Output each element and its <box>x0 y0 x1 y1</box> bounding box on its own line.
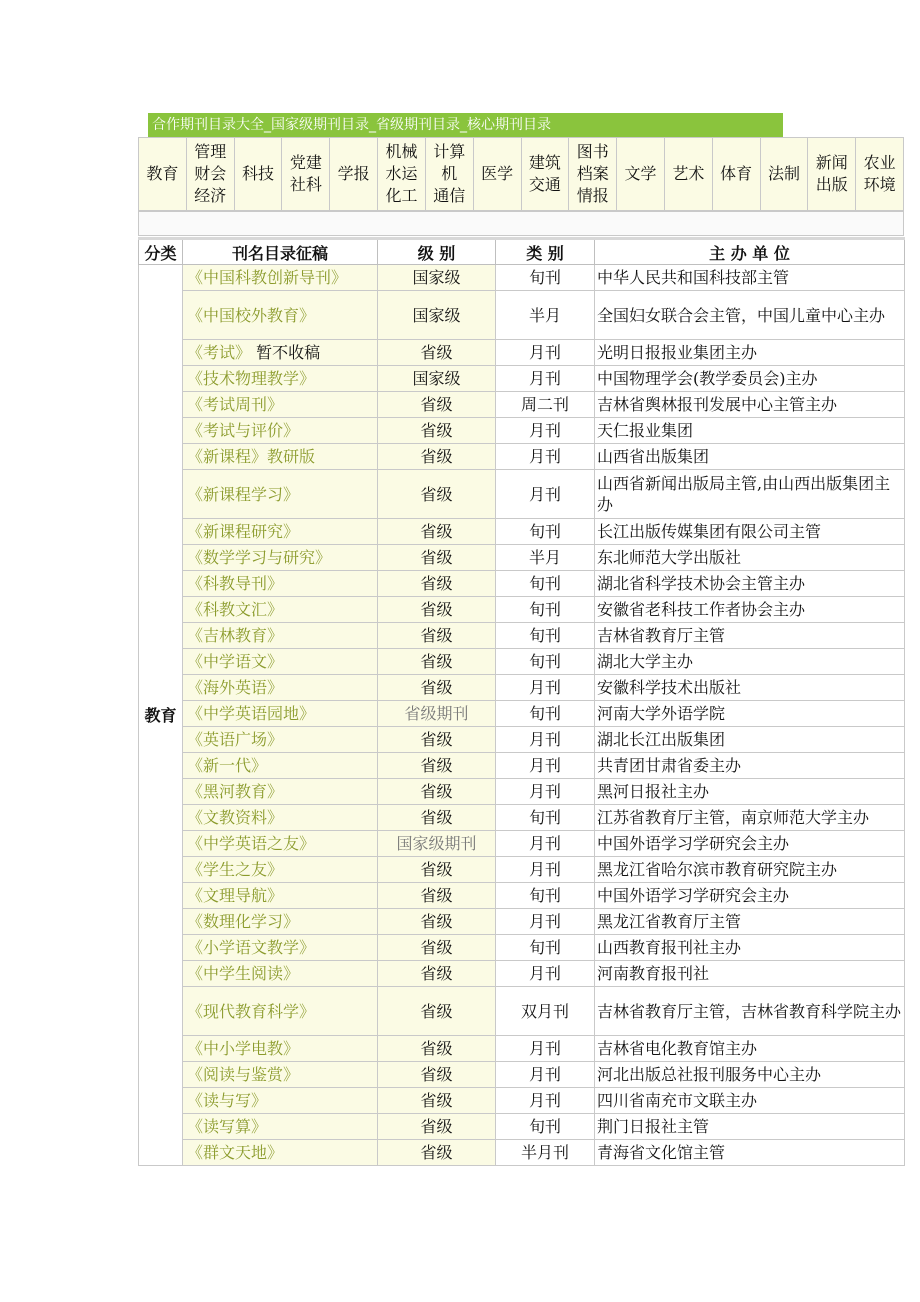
journal-name[interactable] <box>183 857 378 883</box>
journal-title-link[interactable]: 《中国科教创新导刊》 <box>187 268 348 287</box>
table-row <box>139 340 905 366</box>
journal-sponsor: 中国外语学习学研究会主办 <box>595 883 905 909</box>
header-type: 类 别 <box>496 239 595 265</box>
table-row <box>139 265 905 291</box>
table-row <box>139 470 905 519</box>
journal-table <box>138 237 905 1166</box>
journal-name[interactable] <box>183 753 378 779</box>
journal-sponsor: 吉林省教育厅主管 <box>595 623 905 649</box>
journal-sponsor: 黑龙江省教育厅主管 <box>595 909 905 935</box>
journal-title-link[interactable]: 《考试》 <box>187 343 252 362</box>
journal-name[interactable] <box>183 935 378 961</box>
journal-title-link[interactable]: 《海外英语》 <box>187 678 284 697</box>
journal-frequency: 月刊 <box>496 857 595 883</box>
journal-name[interactable] <box>183 675 378 701</box>
journal-name[interactable] <box>183 727 378 753</box>
journal-level: 省级 <box>378 1088 496 1114</box>
journal-title-link[interactable]: 《吉林教育》 <box>187 626 284 645</box>
journal-sponsor: 荆门日报社主管 <box>595 1114 905 1140</box>
journal-frequency: 月刊 <box>496 340 595 366</box>
journal-frequency: 月刊 <box>496 1036 595 1062</box>
journal-name[interactable] <box>183 779 378 805</box>
journal-level: 省级 <box>378 727 496 753</box>
journal-title-link[interactable]: 《读与写》 <box>187 1091 268 1110</box>
journal-frequency: 旬刊 <box>496 1114 595 1140</box>
journal-title-link[interactable]: 《考试周刊》 <box>187 395 284 414</box>
table-row <box>139 623 905 649</box>
journal-sponsor: 中华人民共和国科技部主管 <box>595 265 905 291</box>
table-row <box>139 418 905 444</box>
journal-sponsor: 东北师范大学出版社 <box>595 545 905 571</box>
journal-level: 国家级 <box>378 291 496 340</box>
journal-level: 省级 <box>378 987 496 1036</box>
journal-frequency: 月刊 <box>496 831 595 857</box>
table-row <box>139 1088 905 1114</box>
journal-sponsor: 河北出版总社报刊服务中心主办 <box>595 1062 905 1088</box>
header-sponsor: 主 办 单 位 <box>595 239 905 265</box>
journal-name[interactable] <box>183 1088 378 1114</box>
table-row <box>139 701 905 727</box>
journal-level: 国家级期刊 <box>378 831 496 857</box>
journal-title-link[interactable]: 《学生之友》 <box>187 860 284 879</box>
journal-frequency: 月刊 <box>496 675 595 701</box>
journal-frequency: 月刊 <box>496 444 595 470</box>
journal-title-link[interactable]: 《黑河教育》 <box>187 782 284 801</box>
journal-level: 省级 <box>378 935 496 961</box>
journal-frequency: 旬刊 <box>496 623 595 649</box>
journal-level: 省级 <box>378 675 496 701</box>
journal-level: 省级 <box>378 392 496 418</box>
journal-title-link[interactable]: 《小学语文教学》 <box>187 938 316 957</box>
header-level: 级 别 <box>378 239 496 265</box>
journal-sponsor: 中国物理学会(教学委员会)主办 <box>595 366 905 392</box>
journal-sponsor: 河南大学外语学院 <box>595 701 905 727</box>
journal-name[interactable] <box>183 831 378 857</box>
category-link[interactable]: 党建 社科 <box>282 138 330 211</box>
category-link[interactable]: 科技 <box>234 138 282 211</box>
journal-sponsor: 吉林省电化教育馆主办 <box>595 1036 905 1062</box>
journal-sponsor: 黑河日报社主办 <box>595 779 905 805</box>
journal-name[interactable] <box>183 805 378 831</box>
journal-level: 省级 <box>378 1036 496 1062</box>
journal-sponsor: 河南教育报刊社 <box>595 961 905 987</box>
journal-title-link[interactable]: 《新课程研究》 <box>187 522 300 541</box>
table-row <box>139 571 905 597</box>
header-category: 分类 <box>139 239 183 265</box>
journal-sponsor: 共青团甘肃省委主办 <box>595 753 905 779</box>
journal-name[interactable] <box>183 649 378 675</box>
journal-level: 省级 <box>378 1140 496 1166</box>
journal-name[interactable] <box>183 470 378 519</box>
journal-frequency: 旬刊 <box>496 805 595 831</box>
journal-name[interactable] <box>183 444 378 470</box>
journal-frequency: 旬刊 <box>496 935 595 961</box>
table-row <box>139 1036 905 1062</box>
table-row <box>139 1062 905 1088</box>
category-link[interactable]: 管理 财会 经济 <box>186 138 234 211</box>
journal-frequency: 旬刊 <box>496 649 595 675</box>
journal-title-link[interactable]: 《现代教育科学》 <box>187 1001 316 1021</box>
journal-sponsor: 青海省文化馆主管 <box>595 1140 905 1166</box>
journal-title-link[interactable]: 《中学英语之友》 <box>187 834 316 853</box>
journal-frequency: 月刊 <box>496 753 595 779</box>
journal-sponsor: 江苏省教育厅主管，南京师范大学主办 <box>595 805 905 831</box>
table-row <box>139 675 905 701</box>
journal-title-link[interactable]: 《新课程》教研版 <box>187 447 316 466</box>
journal-name[interactable] <box>183 291 378 340</box>
journal-level: 国家级 <box>378 265 496 291</box>
journal-name[interactable] <box>183 265 378 291</box>
journal-sponsor: 吉林省教育厅主管，吉林省教育科学院主办 <box>595 987 905 1036</box>
journal-level: 省级 <box>378 961 496 987</box>
journal-frequency: 周二刊 <box>496 392 595 418</box>
journal-frequency: 月刊 <box>496 1062 595 1088</box>
category-link[interactable]: 教育 <box>139 138 187 211</box>
journal-level: 省级 <box>378 545 496 571</box>
journal-frequency: 旬刊 <box>496 883 595 909</box>
journal-title-link[interactable]: 《科教文汇》 <box>187 600 284 619</box>
journal-name[interactable] <box>183 597 378 623</box>
category-link[interactable]: 法制 <box>760 138 808 211</box>
journal-name[interactable] <box>183 519 378 545</box>
journal-title-link[interactable]: 《中学语文》 <box>187 652 284 671</box>
journal-level: 省级 <box>378 909 496 935</box>
journal-level: 省级 <box>378 597 496 623</box>
journal-sponsor: 安徽科学技术出版社 <box>595 675 905 701</box>
journal-frequency: 半月 <box>496 291 595 340</box>
table-row <box>139 444 905 470</box>
journal-title-link[interactable]: 《群文天地》 <box>187 1143 284 1162</box>
journal-name[interactable] <box>183 1140 378 1166</box>
journal-frequency: 半月刊 <box>496 1140 595 1166</box>
journal-title-link[interactable]: 《新课程学习》 <box>187 484 300 504</box>
journal-title-link[interactable]: 《考试与评价》 <box>187 421 300 440</box>
journal-sponsor: 山西省新闻出版局主管,由山西出版集团主办 <box>595 470 905 519</box>
journal-name[interactable] <box>183 961 378 987</box>
journal-title-link[interactable]: 《技术物理教学》 <box>187 369 316 388</box>
table-row <box>139 753 905 779</box>
journal-name[interactable] <box>183 1062 378 1088</box>
journal-sponsor: 四川省南充市文联主办 <box>595 1088 905 1114</box>
table-row <box>139 519 905 545</box>
journal-level: 省级 <box>378 649 496 675</box>
category-link[interactable]: 建筑 交通 <box>521 138 569 211</box>
journal-sponsor: 山西教育报刊社主办 <box>595 935 905 961</box>
journal-name[interactable] <box>183 545 378 571</box>
journal-sponsor: 黑龙江省哈尔滨市教育研究院主办 <box>595 857 905 883</box>
journal-level: 省级 <box>378 340 496 366</box>
table-row <box>139 597 905 623</box>
journal-note: 暂不收稿 <box>256 343 321 362</box>
journal-frequency: 双月刊 <box>496 987 595 1036</box>
journal-name[interactable] <box>183 701 378 727</box>
table-row <box>139 392 905 418</box>
journal-sponsor: 湖北大学主办 <box>595 649 905 675</box>
journal-name[interactable] <box>183 883 378 909</box>
spacer-row <box>138 211 904 236</box>
journal-frequency: 月刊 <box>496 418 595 444</box>
journal-title-link[interactable]: 《文教资料》 <box>187 808 284 827</box>
journal-frequency: 旬刊 <box>496 597 595 623</box>
journal-level: 省级 <box>378 753 496 779</box>
journal-level: 省级 <box>378 571 496 597</box>
page-banner: 合作期刊目录大全_国家级期刊目录_省级期刊目录_核心期刊目录 <box>148 113 783 138</box>
table-row <box>139 857 905 883</box>
journal-name[interactable] <box>183 909 378 935</box>
section-label: 教育 <box>139 265 183 1166</box>
journal-frequency: 旬刊 <box>496 265 595 291</box>
journal-name[interactable] <box>183 987 378 1036</box>
journal-level: 省级 <box>378 519 496 545</box>
category-link[interactable]: 艺术 <box>664 138 712 211</box>
table-row <box>139 1114 905 1140</box>
journal-frequency: 月刊 <box>496 909 595 935</box>
table-row <box>139 883 905 909</box>
journal-sponsor: 安徽省老科技工作者协会主办 <box>595 597 905 623</box>
journal-frequency: 月刊 <box>496 1088 595 1114</box>
table-row <box>139 545 905 571</box>
journal-level: 省级 <box>378 883 496 909</box>
table-row <box>139 961 905 987</box>
journal-title-link[interactable]: 《文理导航》 <box>187 886 284 905</box>
category-link[interactable]: 新闻 出版 <box>808 138 856 211</box>
table-row <box>139 727 905 753</box>
journal-sponsor: 中国外语学习学研究会主办 <box>595 831 905 857</box>
journal-title-link[interactable]: 《英语广场》 <box>187 730 284 749</box>
journal-sponsor: 吉林省舆林报刊发展中心主管主办 <box>595 392 905 418</box>
journal-level: 省级期刊 <box>378 701 496 727</box>
table-row <box>139 1140 905 1166</box>
journal-name[interactable] <box>183 366 378 392</box>
journal-name[interactable] <box>183 392 378 418</box>
journal-level: 省级 <box>378 444 496 470</box>
table-row <box>139 649 905 675</box>
journal-name[interactable] <box>183 1036 378 1062</box>
journal-name[interactable] <box>183 571 378 597</box>
table-row <box>139 805 905 831</box>
journal-frequency: 旬刊 <box>496 571 595 597</box>
category-link[interactable]: 机械 水运 化工 <box>378 138 426 211</box>
table-row <box>139 779 905 805</box>
journal-sponsor: 全国妇女联合会主管，中国儿童中心主办 <box>595 291 905 340</box>
journal-title-link[interactable]: 《中学生阅读》 <box>187 964 300 983</box>
journal-name[interactable] <box>183 1114 378 1140</box>
table-row <box>139 987 905 1036</box>
journal-sponsor: 湖北省科学技术协会主管主办 <box>595 571 905 597</box>
journal-frequency: 月刊 <box>496 727 595 753</box>
category-link[interactable]: 计算机 通信 <box>425 138 473 211</box>
table-row <box>139 909 905 935</box>
journal-frequency: 半月 <box>496 545 595 571</box>
journal-frequency: 月刊 <box>496 366 595 392</box>
journal-frequency: 月刊 <box>496 779 595 805</box>
journal-title-link[interactable]: 《中小学电教》 <box>187 1039 300 1058</box>
journal-level: 省级 <box>378 857 496 883</box>
journal-title-link[interactable]: 《数学学习与研究》 <box>187 548 332 567</box>
journal-level: 省级 <box>378 779 496 805</box>
table-row <box>139 935 905 961</box>
journal-title-link[interactable]: 《中学英语园地》 <box>187 704 316 723</box>
journal-title-link[interactable]: 《读写算》 <box>187 1117 268 1136</box>
category-link[interactable]: 学报 <box>330 138 378 211</box>
journal-sponsor: 湖北长江出版集团 <box>595 727 905 753</box>
category-link[interactable]: 图书 档案 情报 <box>569 138 617 211</box>
journal-name[interactable] <box>183 340 378 366</box>
journal-level: 省级 <box>378 1114 496 1140</box>
journal-level: 省级 <box>378 418 496 444</box>
table-row <box>139 831 905 857</box>
category-link[interactable]: 文学 <box>617 138 665 211</box>
table-header-row <box>139 239 905 265</box>
category-link[interactable]: 农业 环境 <box>856 138 904 211</box>
category-nav <box>138 137 904 211</box>
journal-level: 省级 <box>378 1062 496 1088</box>
journal-level: 省级 <box>378 623 496 649</box>
journal-level: 省级 <box>378 470 496 519</box>
journal-frequency: 月刊 <box>496 961 595 987</box>
category-link[interactable]: 体育 <box>712 138 760 211</box>
journal-level: 省级 <box>378 805 496 831</box>
journal-title-link[interactable]: 《新一代》 <box>187 756 268 775</box>
journal-frequency: 旬刊 <box>496 701 595 727</box>
journal-title-link[interactable]: 《数理化学习》 <box>187 912 300 931</box>
journal-sponsor: 天仁报业集团 <box>595 418 905 444</box>
journal-sponsor: 光明日报报业集团主办 <box>595 340 905 366</box>
table-row <box>139 291 905 340</box>
table-row <box>139 366 905 392</box>
journal-sponsor: 山西省出版集团 <box>595 444 905 470</box>
journal-frequency: 旬刊 <box>496 519 595 545</box>
journal-name[interactable] <box>183 418 378 444</box>
journal-level: 国家级 <box>378 366 496 392</box>
journal-title-link[interactable]: 《阅读与鉴赏》 <box>187 1065 300 1084</box>
header-name: 刊名目录征稿 <box>183 239 378 265</box>
journal-sponsor: 长江出版传媒集团有限公司主管 <box>595 519 905 545</box>
journal-name[interactable] <box>183 623 378 649</box>
category-link[interactable]: 医学 <box>473 138 521 211</box>
journal-frequency: 月刊 <box>496 470 595 519</box>
journal-title-link[interactable]: 《中国校外教育》 <box>187 305 316 325</box>
journal-title-link[interactable]: 《科教导刊》 <box>187 574 284 593</box>
